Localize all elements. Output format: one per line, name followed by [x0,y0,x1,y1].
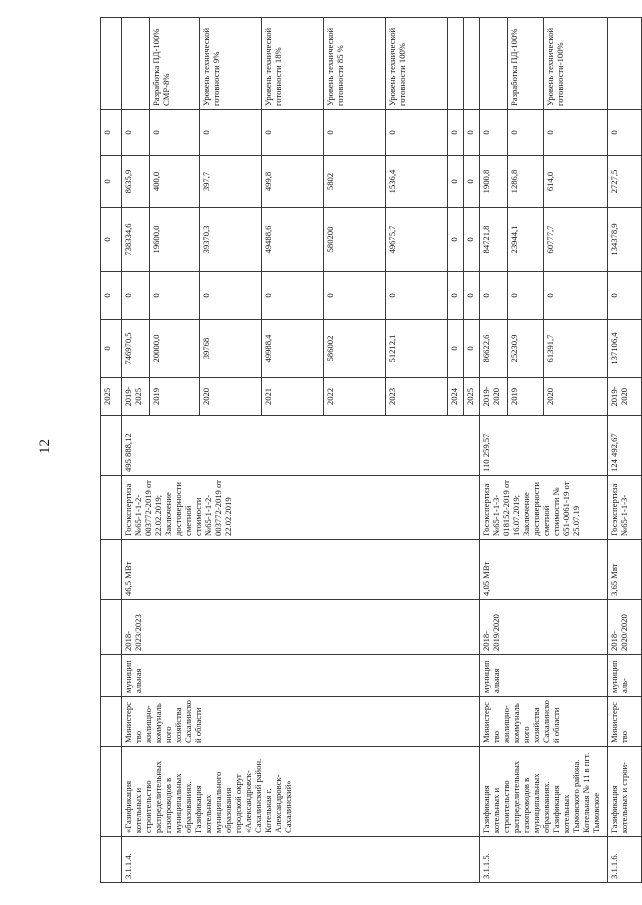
power-cell [101,540,122,600]
value-cell: 0 [101,110,122,156]
table-row [101,18,122,883]
value-cell: 0 [448,272,464,320]
rotated-table-area [100,18,629,883]
value-cell: 0 [608,272,642,320]
value-cell: 0 [386,110,448,156]
ownership-cell [101,655,122,697]
value-cell: 400,0 [150,156,200,208]
row-number: 3.1.1.6. [608,837,642,883]
year-cell: 2019-2020 [608,378,642,416]
value-cell: 580200 [324,208,386,272]
value-cell: 0 [544,110,608,156]
note-cell: Уровень технической готовности 18% [262,18,324,110]
customer: Министерство жилищно-коммунального хозяйства Сахалинской области [122,697,480,747]
value-cell: 499,8 [262,156,324,208]
value-cell: 0 [101,272,122,320]
object-name: Газификация котельных и строительство распределительных газопроводов в муниципальных образованиях. Газификация котельных Тымовского района. Котельная № 11 в пгт. Тымовское [480,747,608,837]
value-cell: 0 [262,272,324,320]
year-cell: 2022 [324,378,386,416]
value-cell: 0 [122,272,150,320]
term: 2018-2023/2023 [122,600,480,655]
estimated-cost: 124 492,67 [608,416,642,476]
value-cell: 0 [480,272,508,320]
term: 2018-2019/2020 [480,600,608,655]
value-cell: 0 [464,272,480,320]
value-cell: 39370,3 [200,208,262,272]
value-cell: 0 [608,110,642,156]
value-cell: 0 [122,110,150,156]
table-row [608,18,642,883]
term: 2018-2020/2020 [608,600,642,655]
value-cell: 23944,1 [508,208,544,272]
year-cell: 2024 [448,378,464,416]
value-cell: 0 [508,272,544,320]
value-cell: 0 [544,272,608,320]
page-number: 12 [37,439,53,454]
estimated-cost: 110 259,57 [480,416,608,476]
object-name: «Газификация котельных и строительство распределительных газопроводов в муниципальных образованиях. Газификация котельных муниципального образования городской округ «Александровск-Сахалинский район. Котельная г. Александровск-Сахалинский» [122,747,480,837]
value-cell: 0 [480,110,508,156]
value-cell: 20000,0 [150,320,200,378]
value-cell: 0 [324,272,386,320]
row-number: 3.1.1.4. [122,837,480,883]
value-cell: 0 [508,110,544,156]
value-cell: 2727,5 [608,156,642,208]
year-cell: 2025 [101,378,122,416]
id-cell [101,837,122,883]
value-cell: 8635,9 [122,156,150,208]
value-cell: 84721,8 [480,208,508,272]
value-cell: 0 [101,156,122,208]
value-cell: 0 [101,320,122,378]
value-cell: 0 [262,110,324,156]
capacity: 46,5 МВт [122,540,480,600]
customer: Министерство жилищно-коммунального хозяйства Сахалинской области [480,697,608,747]
value-cell: 746970,5 [122,320,150,378]
note-cell: Уровень технической готовности 85 % [324,18,386,110]
expertise-cell [101,476,122,540]
value-cell: 0 [150,272,200,320]
value-cell: 19600,0 [150,208,200,272]
program-table [100,17,642,883]
year-cell: 2019-2025 [122,378,150,416]
table-row [480,18,508,883]
value-cell: 0 [200,110,262,156]
value-cell: 60777,7 [544,208,608,272]
year-cell: 2021 [262,378,324,416]
note-cell [480,18,508,110]
value-cell: 0 [448,208,464,272]
value-cell: 0 [324,110,386,156]
value-cell: 86622,6 [480,320,508,378]
value-cell: 49488,6 [262,208,324,272]
value-cell: 0 [150,110,200,156]
value-cell: 39768 [200,320,262,378]
year-cell: 2019 [150,378,200,416]
note-cell [608,18,642,110]
value-cell: 0 [386,272,448,320]
value-cell: 1286,8 [508,156,544,208]
value-cell: 0 [448,110,464,156]
value-cell: 25230,9 [508,320,544,378]
note-cell: Разработка ПД-100% СМР-8% [150,18,200,110]
year-cell: 2019-2020 [480,378,508,416]
value-cell: 0 [448,156,464,208]
capacity: 4,05 МВт [480,540,608,600]
value-cell: 614,0 [544,156,608,208]
term-cell [101,600,122,655]
value-cell: 137106,4 [608,320,642,378]
value-cell: 134378,9 [608,208,642,272]
value-cell: 0 [464,110,480,156]
value-cell: 586002 [324,320,386,378]
year-cell: 2019 [508,378,544,416]
value-cell: 1900,8 [480,156,508,208]
estimated-cost: 495 888,12 [122,416,480,476]
expertise: Госэкспертиза №65-1-1-3- [608,476,642,540]
year-cell: 2023 [386,378,448,416]
customer-cell [101,697,122,747]
value-cell: 51212,1 [386,320,448,378]
cost-cell [101,416,122,476]
note-cell [101,18,122,110]
note-cell: Разработка ПД-100% [508,18,544,110]
name-cell [101,747,122,837]
value-cell: 397,7 [200,156,262,208]
value-cell: 61391,7 [544,320,608,378]
expertise: Госэкспертиза №65-1-1-2-003772-2019 от 22.02.2019; Заключение достоверности сметной стоимости №65-1-1-2-003772-2019 от 22.02.2019 [122,476,480,540]
year-cell: 2025 [464,378,480,416]
value-cell: 0 [464,320,480,378]
note-cell [464,18,480,110]
year-cell: 2020 [544,378,608,416]
value-cell: 0 [200,272,262,320]
year-cell: 2020 [200,378,262,416]
value-cell: 0 [101,208,122,272]
value-cell: 5802 [324,156,386,208]
object-name: Газификация котельных и строи- [608,747,642,837]
value-cell: 0 [448,320,464,378]
note-cell: Уровень технической готовности 100% [386,18,448,110]
row-number: 3.1.1.5. [480,837,608,883]
note-cell: Уровень технической готовности 9% [200,18,262,110]
value-cell: 1536,4 [386,156,448,208]
value-cell: 738334,6 [122,208,150,272]
table-row [122,18,150,883]
note-cell: Уровень технической готовности-100% [544,18,608,110]
value-cell: 0 [464,156,480,208]
ownership: муниципальная [480,655,608,697]
rotated-page-content [100,18,629,883]
value-cell: 0 [464,208,480,272]
expertise: Госэкспертиза №65-1-1-3-018152-2019 от 16.07.2019; Заключение достоверности сметной стоимости № 651-0061-19 от 25.07.19 [480,476,608,540]
note-cell [122,18,150,110]
ownership: муниципаль- [608,655,642,697]
ownership: муниципальная [122,655,480,697]
customer: Министерство [608,697,642,747]
value-cell: 49988,4 [262,320,324,378]
capacity: 3,65 Мвт [608,540,642,600]
note-cell [448,18,464,110]
value-cell: 49675,7 [386,208,448,272]
